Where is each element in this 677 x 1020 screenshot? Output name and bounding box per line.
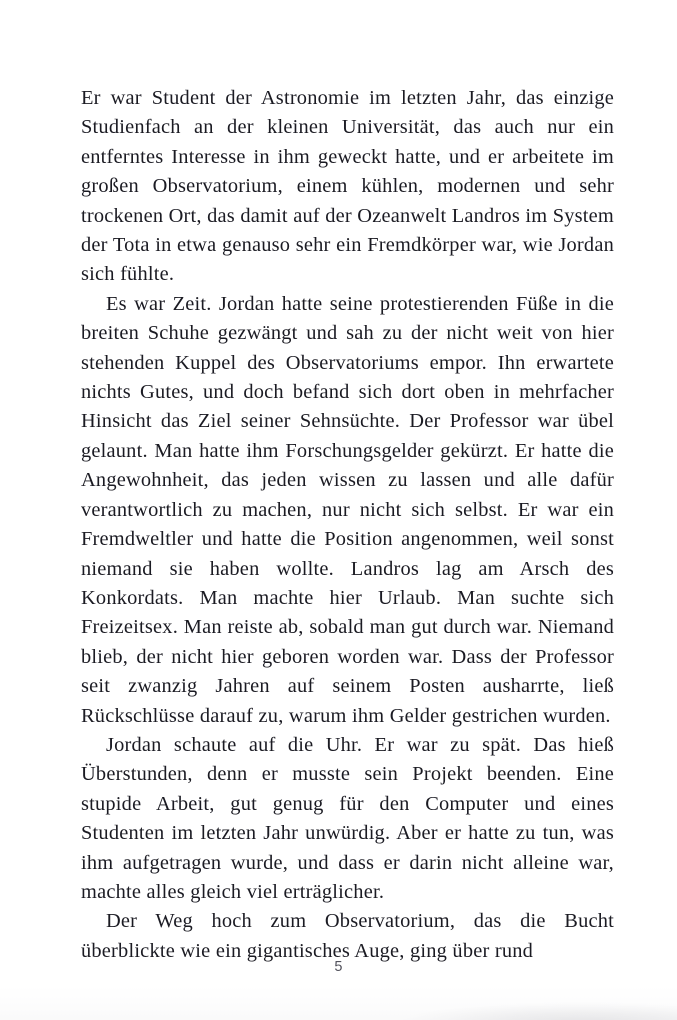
page-text-column <box>81 84 614 966</box>
paragraph: Jordan schaute auf die Uhr. Er war zu spät. Das hieß Überstunden, denn er musste sein Projekt beenden. Eine stupide Arbeit, gut genug für den Computer und eines Studenten im letzten Jahr unwürdig. Aber er hatte zu tun, was ihm aufgetragen wurde, und dass er darin nicht alleine war, machte alles gleich viel erträglicher. <box>81 733 614 903</box>
page-edge-shadow <box>0 986 677 1020</box>
paragraph: Der Weg hoch zum Observatorium, das die Bucht überblickte wie ein gigantisches Auge, ging über rund <box>81 910 614 962</box>
paragraph: Es war Zeit. Jordan hatte seine protestierenden Füße in die breiten Schuhe gezwängt und sah zu der nicht weit von hier stehenden Kuppel des Observatoriums empor. Ihn erwartete nichts Gutes, und doch befand sich dort oben in mehrfacher Hinsicht das Ziel seiner Sehnsüchte. Der Professor war übel gelaunt. Man hatte ihm Forschungsgelder gekürzt. Er hatte die Angewohnheit, das jeden wissen zu lassen und alle dafür verantwortlich zu machen, nur nicht sich selbst. Er war ein Fremdweltler und hatte die Position angenommen, weil sonst niemand sie haben wollte. Landros lag am Arsch des Konkordats. Man machte hier Urlaub. Man suchte sich Freizeitsex. Man reiste ab, sobald man gut durch war. Niemand blieb, der nicht hier geboren worden war. Dass der Professor seit zwanzig Jahren auf seinem Posten ausharrte, ließ Rückschlüsse darauf zu, warum ihm Gelder gestrichen wurden. <box>81 292 614 727</box>
page-number: 5 <box>334 959 343 975</box>
paragraph: Er war Student der Astronomie im letzten Jahr, das einzige Studienfach an der kleinen Universität, das auch nur ein entferntes Interesse in ihm geweckt hatte, und er arbeitete im großen Observatorium, einem kühlen, modernen und sehr trockenen Ort, das damit auf der Ozeanwelt Landros im System der Tota in etwa genauso sehr ein Fremdkörper war, wie Jordan sich fühlte. <box>81 87 614 286</box>
